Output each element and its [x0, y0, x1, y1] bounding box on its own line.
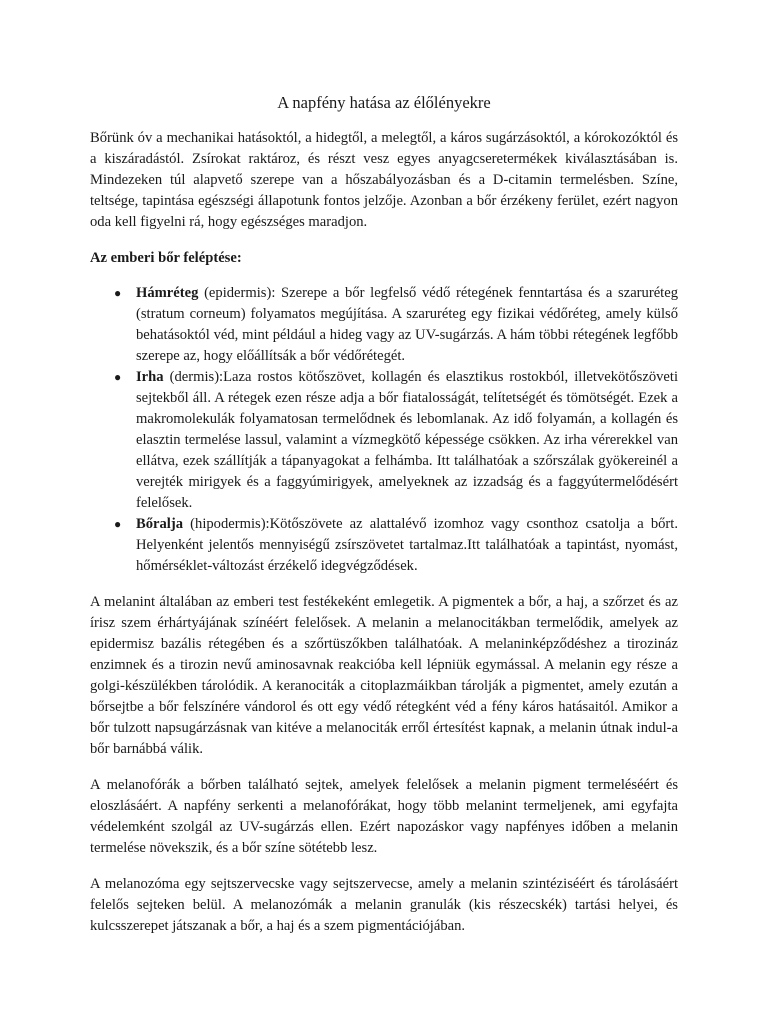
melanosome-paragraph: A melanozóma egy sejtszervecske vagy sejtszervecse, amely a melanin szintéziséért és tárolásáért felelős sejteken belül. A melanozómák a melanin granulák (kis részecskék) tartási helyei, és kulcsszerepet játszanak a bőr, a haj és a szem pigmentációjában. [90, 876, 678, 934]
list-item [90, 283, 678, 367]
layer-term: Hámréteg [136, 285, 199, 301]
layer-description: (hipodermis):Kötőszövete az alattalévő izomhoz vagy csonthoz csatolja a bőrt. Helyenként jelentős mennyiségű zsírszövetet tartalmaz.Itt találhatóak a tapintást, nyomást, hőmérséklet-változást érzékelő idegvégződések. [136, 516, 678, 574]
section-heading: Az emberi bőr feléptése: [90, 250, 242, 266]
bullet-icon: ● [114, 370, 122, 384]
skin-layers-list [90, 283, 678, 577]
layer-term: Bőralja [136, 516, 184, 532]
list-item [90, 514, 678, 577]
melanophore-paragraph: A melanofórák a bőrben található sejtek, amelyek felelősek a melanin pigment termeléséért és eloszlásáért. A napfény serkenti a melanofórákat, hogy több melanint termeljenek, ami egyfajta védelemként szolgál az UV-sugárzás ellen. Ezért napozáskor vagy napfényes időben a melanin termelése növekszik, és a bőr színe sötétebb lesz. [90, 777, 678, 856]
list-item [90, 367, 678, 514]
bullet-icon: ● [114, 517, 122, 531]
melanin-paragraph: A melanint általában az emberi test festékeként emlegetik. A pigmentek a bőr, a haj, a szőrzet és az írisz szem érhártyájának színéért felelősek. A melanin a melanocitákban termelődik, amelyek az epidermisz bazális rétegében és a szőrtüszőkben találhatóak. A melaninképződéshez a tirozináz enzimnek és a tirozin nevű aminosavnak reakcióba kell lépniük egymással. A melanin egy része a golgi-készülékben tárolódik. A keranociták a citoplazmáikban tárolják a pigmentet, amely ezután a bőrsejtbe a bőr felszínére vándorol és ott egy védő rétegként véd a fény káros hatásaitól. Amikor a bőr tulzott napsugárzásnak van kitéve a melanociták erről értesítést kapnak, a melanin útnak indul-a bőr barnábbá válik. [90, 594, 678, 757]
document-page [90, 92, 678, 952]
intro-paragraph: Bőrünk óv a mechanikai hatásoktól, a hidegtől, a melegtől, a káros sugárzásoktól, a kórokozóktól és a kiszáradástól. Zsírokat raktároz, és részt vesz egyes anyagcseretermékek kiválasztásában is. Mindezeken túl alapvető szerepe van a hőszabályozásban és a D-citamin termelésben. Színe, teltsége, tapintása egészségi állapotunk fontos jelzője. Azonban a bőr érzékeny ferület, ezért nagyon oda kell figyelni rá, hogy egészséges maradjon. [90, 130, 678, 230]
layer-description: (dermis):Laza rostos kötőszövet, kollagén és elasztikus rostokból, illetvekötőszöveti sejtekből áll. A rétegek ezen része adja a bőr fiatalosságát, telítetségét és tömötségét. Ezek a makromolekulák folyamatosan termelődnek és lebomlanak. Az idő folyamán, a kollagén és elasztin termelése lassul, valamint a vízmegkötő képessége csökken. Az irha vérerekkel van ellátva, ezek szállítják a tápanyagokat a felhámba. Itt találhatóak a szőrszálak gyökereinél a verejték mirigyek és a faggyúmirigyek, amelyeknek az izzadság és a faggyútermelődésért felelősek. [136, 369, 678, 511]
bullet-icon: ● [114, 286, 122, 300]
document-title: A napfény hatása az élőlényekre [277, 93, 491, 112]
layer-term: Irha [136, 369, 164, 385]
layer-description: (epidermis): Szerepe a bőr legfelső védő rétegének fenntartása és a szaruréteg (stratum corneum) folyamatos megújítása. A szaruréteg egy fizikai védőréteg, amely külső behatásoktól véd, mint például a hideg vagy az UV-sugárzás. A hám többi rétegének legfőbb szerepe az, hogy előállítsák a bőr védőrétegét. [136, 285, 678, 364]
